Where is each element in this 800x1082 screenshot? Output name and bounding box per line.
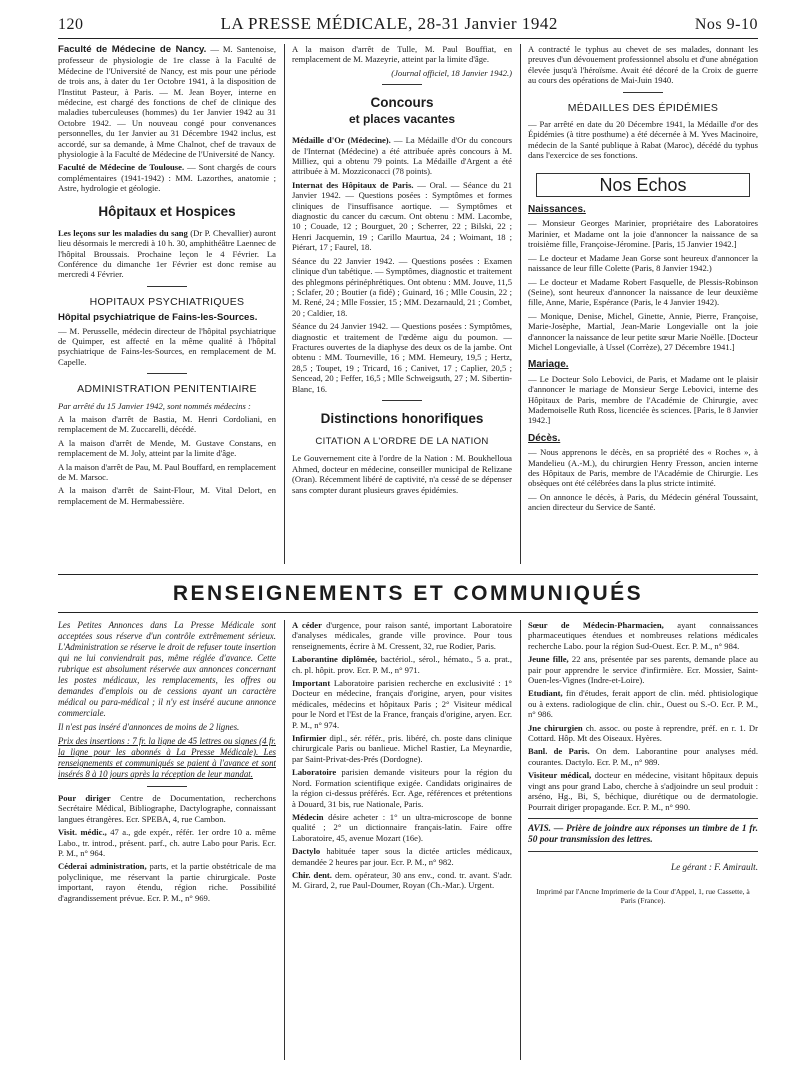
medaille-text: — La Médaille d'Or du concours de l'Internat (Médecine) a été attribuée après concours à M. Milliez, qui a obtenu 79 points. La Médaille d'Argent a été attribuée à M. Mozziconacci (78 points). — [292, 135, 512, 177]
citation-text: Le Gouvernement cite à l'ordre de la Nation : M. Boukhelloua Ahmed, docteur en médecine, conseiller municipal de Relizane (Oran). Récemment libéré de captivité, n'a cessé de se dépenser sans compter durant plusieurs graves épidémies. — [292, 453, 512, 495]
column-rule — [520, 620, 521, 1060]
naissance-item: — Le docteur et Madame Jean Gorse sont heureux d'annoncer la naissance de leur fille Colette (Paris, 8 Janvier 1942.) — [528, 252, 758, 274]
admin-heading: ADMINISTRATION PENITENTIAIRE — [77, 383, 257, 396]
ad-lead: Infirmier — [292, 733, 327, 744]
ad-lead: Important — [292, 678, 331, 689]
nancy-item — [58, 44, 276, 159]
deces-item: — On annonce le décès, à Paris, du Médecin général Toussaint, ancien directeur du Service de Santé. — [528, 491, 758, 513]
deces-item: — Nous apprenons le décès, en sa propriété des « Roches », à Mandelieu (A.-M.), du chirurgien Henry Fresson, ancien interne des Hôpitaux de Paris, membre de l'Académie de Chirurgie. Les obsèques ont été célébrées dans la plus stricte intimité. — [528, 447, 758, 489]
deces-heading: Décès. — [528, 432, 561, 444]
ad-item — [292, 870, 512, 891]
psy-text: — M. Perusselle, médecin directeur de l'hôpital psychiatrique de Quimper, est affecté en la même qualité à l'hôpital psychiatrique de Fains-les-Sources, en remplacement de M. Capelle. — [58, 325, 276, 367]
header-rule — [58, 38, 758, 39]
naissance-item: — Monsieur Georges Marinier, propriétaire des Laboratoires Marinier, et Madame ont la joie d'annoncer la naissance de sa troisième fille, Françoise-Jéromine. [Paris, 15 Janvier 1942.] — [528, 218, 758, 250]
ad-lead: Banl. de Paris. — [528, 746, 590, 757]
medailles-heading: MÉDAILLES DES ÉPIDÉMIES — [567, 101, 719, 114]
ad-text: ch. assoc. ou poste à reprendre, préf. en r. 1. Dr Cottard. Hôp. Mt des Oiseaux. Hyères. — [528, 722, 758, 744]
divider — [147, 286, 187, 287]
ad-text: ayant connaissances pharmaceutiques étendues et nombreuses relations médicales recherche Labo. pour la région Sud-Ouest. Ecr. P. M., n° 984. — [528, 620, 758, 651]
ad-item — [528, 688, 758, 719]
psy-heading: HOPITAUX PSYCHIATRIQUES — [89, 295, 245, 308]
ad-item — [292, 812, 512, 843]
issue-number: Nos 9-10 — [694, 16, 758, 33]
internat-item — [292, 180, 512, 253]
journal-title: LA PRESSE MÉDICALE, 28-31 Janvier 1942 — [220, 14, 558, 33]
printer-imprint: Imprimé par l'Ancne Imprimerie de la Cour d'Appel, 1, rue Cassette, à Paris (France). — [536, 886, 750, 905]
medaille-title: Médaille d'Or (Médecine). — [292, 135, 391, 146]
admin-item: A la maison d'arrêt de Mende, M. Gustave Constans, en remplacement de M. Joly, atteint par la limite d'âge. — [58, 437, 276, 459]
ad-item — [292, 846, 512, 867]
ad-item — [292, 733, 512, 764]
annonces-intro-2: Il n'est pas inséré d'annonces de moins de 2 lignes. — [58, 722, 240, 732]
divider — [382, 84, 422, 85]
ad-item — [58, 793, 276, 824]
column-rule — [284, 44, 285, 564]
admin-item: A la maison d'arrêt de Pau, M. Paul Bouffard, en remplacement de M. Marsoc. — [58, 461, 276, 482]
ad-lead: Visit. médic., — [58, 827, 107, 838]
ad-lead: Jne chirurgien — [528, 722, 583, 733]
ad-text: bactériol., sérol., hémato., 5 a. prat., ch. pl. hôpit. prov. Ecr. P. M., n° 971. — [292, 654, 512, 675]
ad-item — [528, 620, 758, 651]
ad-lead: A céder — [292, 620, 322, 630]
column-rule — [284, 620, 285, 1060]
ad-text: parts, et la partie obstétricale de ma polyclinique, me réservant la partie chirurgicale. Poste important, rayon étendu, région riche. Possibilité d'agrandissement prévue. Ecr. P. M., n° 969. — [58, 861, 276, 903]
divider — [147, 373, 187, 374]
page-header — [58, 14, 758, 38]
avis-notice: AVIS. — Prière de joindre aux réponses un timbre de 1 fr. 50 pour transmission des lettres. — [528, 818, 758, 852]
internat-text-3: Séance du 24 Janvier 1942. — Questions posées : Symptômes, diagnostic et traitement de l'œdème aigu du poumon. — Fractures ouvertes de la diaphyse des deux os de la jambe. Ont obtenu : MM. Tourneville, 16 ; MM. Hemeury, 19,5 ; Hertz, 28,5 ; Toupet, 19 ; Tricard, 16 ; Canivet, 17 ; Caplier, 20,5 ; Sencead, 20 ; Feffer, 16,5 ; Mlle Schweigsuth, 27 ; M. Sibertin-Blanc, 16. — [292, 321, 512, 394]
admin-item: A la maison d'arrêt de Bastia, M. Henri Cordoliani, en remplacement de M. Zuccarelli, décédé. — [58, 413, 276, 435]
naissances-heading: Naissances. — [528, 204, 586, 216]
mariage-heading: Mariage. — [528, 359, 569, 371]
naissance-item: — Monique, Denise, Michel, Ginette, Annie, Pierre, Françoise, Marie-Josèphe, Martial, Jean-Marie Longevialle ont la joie d'annoncer la naissance de leur petite sœur Marie Noëlle. [Docteur Michel Longevialle, à Ussel (Corrèze), 27 Décembre 1941.] — [528, 310, 758, 352]
distinctions-heading: Distinctions honorifiques — [320, 410, 484, 426]
ad-text: fin d'études, ferait apport de clin. méd. phtisiologique ou à extens. radiologique de clin. chir., Ouest ou S.-O. Ecr. P. M., n° 986. — [528, 688, 758, 720]
top-column-1 — [58, 44, 276, 572]
admin-intro: Par arrêté du 15 Janvier 1942, sont nommés médecins : — [58, 400, 251, 411]
citation-heading: CITATION A L'ORDRE DE LA NATION — [315, 435, 489, 447]
lecons-title: Les leçons sur les maladies du sang — [58, 227, 188, 238]
ad-lead: Laboratoire — [292, 767, 337, 778]
annonces-prix: Prix des insertions : 7 fr. la ligne de 45 lettres ou signes (4 fr. la ligne pour les abonnés à La Presse Médicale). Les renseignements et communiqués se paient à l'avance et sont insérés 8 à 10 jours après la réception de leur mandat. — [58, 736, 276, 779]
divider — [382, 400, 422, 401]
nancy-text: — M. Santenoise, professeur de physiologie de 1re classe à la Faculté de Médecine de l'Université de Nancy, est mis pour une période de trois ans, à dater du 1er Octobre 1941, à la disposition de l'Institut Pasteur, à Paris. — M. Jean Boyer, interne en médecine, est chargé des fonctions de chef de clinique des maladies tuberculeuses (hommes) du 1er Janvier 1942 au 31 Octobre 1942. — Un nouveau congé pour convenances personnelles, du 1er Janvier au 31 Décembre 1942 inclus, est accordé, sur sa demande, à Mme Chalnot, chef de travaux de physiologie à la Faculté de Médecine de l'Université de Nancy. — [58, 44, 276, 160]
medailles-text: — Par arrêté en date du 20 Décembre 1941, la Médaille d'or des Épidémies (à titre posthume) a été décernée à M. Yves Macinoire, médecin de la Santé publique à Rabat (Maroc), décédé du typhus dans l'exercice de ses fonctions. — [528, 119, 758, 161]
ad-lead: Sœur de Médecin-Pharmacien, — [528, 620, 664, 630]
ad-lead: Etudiant, — [528, 688, 563, 699]
section-rule — [58, 612, 758, 613]
ad-item — [292, 767, 512, 809]
lecons-item — [58, 228, 276, 280]
ad-text: Laboratoire parisien recherche en exclusivité : 1° Docteur en médecine, français d'origine, aryen, pour visites médicales, médecins et hôpitaux Paris ; 2° Visiteur médical pour le Nord et l'Est de la France, français d'origine, aryen. Ecr. P. M., n° 974. — [292, 678, 512, 730]
ad-item — [528, 654, 758, 685]
ad-item — [292, 678, 512, 730]
bottom-column-1 — [58, 620, 276, 1075]
ad-lead: Chir. dent. — [292, 869, 332, 880]
renseignements-banner: RENSEIGNEMENTS ET COMMUNIQUÉS — [172, 582, 644, 605]
typhus-text: A contracté le typhus au chevet de ses malades, donnant les preuves d'un dévouement professionnel absolu et d'une abnégation élevée jusqu'à l'héroïsme. Avait été décoré de la Croix de guerre au cours des opérations de Mai-Juin 1940. — [528, 44, 758, 86]
toulouse-item — [58, 162, 276, 193]
ad-text: 22 ans, présentée par ses parents, demande place au pair pour apprendre le service d'infirmière. Ecr. Mossier, Saint-Ouen-les-Vignes (Indre-et-Loire). — [528, 654, 758, 686]
column-rule — [520, 44, 521, 564]
ad-lead: Jeune fille, — [528, 654, 569, 665]
admin-item: A la maison d'arrêt de Saint-Flour, M. Vital Delort, en remplacement de M. Hermabessière. — [58, 485, 276, 506]
ad-lead: Céderai administration, — [58, 861, 147, 872]
internat-text-1: — Oral. — Séance du 21 Janvier 1942. — Questions posées : Symptômes et formes cliniques de l'insuffisance aortique. — Symptômes et diagnostic du cancer du cæcum. Ont obtenu : MM. Lacombe, 10 ; Couade, 12 ; Bourguet, 20 ; Scherrer, 22 ; Bilski, 22 ; Henri Jacquemin, 19 ; Carillo Maurtua, 24 ; Woimant, 18 ; Piérart, 17 ; Faurel, 18. — [292, 179, 512, 253]
ad-text: Centre de Documentation, recherchons Secrétaire Médical, Bibliographe, Dactylographe, connaissant langues étrangères. Ecr. SPEBA, 4, rue Cambon. — [58, 793, 276, 824]
ad-lead: Médecin — [292, 811, 324, 822]
ad-text: On dem. Laborantine pour analyses méd. courantes. Dactylo. Ecr. P. M., n° 989. — [528, 746, 758, 767]
ad-item — [58, 861, 276, 903]
ad-text: 47 a., gde expér., référ. 1er ordre 10 a. même Labo., tr. introd., présent. parf., ch. autre Labo pour Paris. Ecr. P. M., n° 964. — [58, 827, 276, 859]
section-rule — [58, 574, 758, 575]
ad-text: dem. opérateur, 30 ans env., cond. tr. avant. S'adr. M. Girard, 2, rue Paul-Doumer, Royan (Ch.-Mar.). Urgent. — [292, 869, 512, 891]
gerant-signature: Le gérant : F. Amirault. — [671, 862, 758, 873]
ad-lead: Laborantine diplômée, — [292, 654, 378, 665]
ad-text: docteur en médecine, visitant hôpitaux depuis vingt ans pour grand Labo, cherche à s'adjoindre un seul produit : arséno, Hg., Bi, S, béchique, diurétique ou de dermatologie. Pourrait diriger propagande. Ecr. P. M., n° 990. — [528, 770, 758, 812]
bottom-column-2 — [292, 620, 512, 1075]
ad-lead: Visiteur médical, — [528, 770, 592, 781]
ad-lead: Pour diriger — [58, 793, 111, 803]
page-number: 120 — [58, 16, 84, 33]
ad-item — [528, 746, 758, 767]
divider — [147, 786, 187, 787]
ad-item — [292, 620, 512, 651]
concours-subheading: et places vacantes — [348, 112, 456, 127]
internat-text-2: Séance du 22 Janvier 1942. — Questions posées : Examen clinique d'un tabétique. — Symptômes, diagnostic et traitement des phlegmons périnéphrétiques. Ont obtenu : MM. Jouve, 11,5 ; Sclafer, 20 ; Boutier (a fidé) ; Guinard, 16 ; Mlle Cousin, 22 ; M. René, 24 ; Mlle Fossier, 15 ; MM. Dezarnauld, 21 ; Combet, 20 ; Caldier, 18. — [292, 255, 512, 318]
ad-text: dipl., sér. référ., pris. libéré, ch. poste dans clinique chirurgicale Paris ou banlieue. Michel Rastier, La Meynardie, par Saint-Privat-des-Prés (Dordogne). — [292, 733, 512, 764]
ad-item — [528, 770, 758, 812]
top-column-3 — [528, 44, 758, 572]
ad-text: parisien demande visiteurs pour la région du Nord. Formation scientifique exigée. Candidats originaires de la région ci-dessus préférés. Ecr. Age, références et prétentions à Douard, 31 bis, rue Nationale, Paris. — [292, 767, 512, 809]
mariage-text: — Le Docteur Solo Lebovici, de Paris, et Madame ont le plaisir d'annoncer le mariage de Monsieur Serge Lebovici, interne des Hôpitaux de Paris, membre de l'Académie de Chirurgie, avec Mademoiselle Ruth Ross, licenciée ès sciences. [Paris, le 8 Janvier 1942.] — [528, 373, 758, 426]
hopitaux-heading: Hôpitaux et Hospices — [98, 203, 236, 219]
ad-lead: Dactylo — [292, 846, 321, 857]
ad-item — [58, 827, 276, 858]
annonces-intro: Les Petites Annonces dans La Presse Médicale sont acceptées sous réserve d'un contrôle extrêmement sérieux. L'Administration se réserve le droit de refuser toute insertion qui ne lui conviendrait pas, même réglée d'avance. Cette rubrique est absolument réservée aux annonces concernant les postes médicaux, les remplacements, les offres ou demandes d'emplois ou de cessions ayant un caractère médical ou para-médical ; il n'y est inséré aucune annonce commerciale. — [58, 620, 276, 718]
medaille-item — [292, 135, 512, 177]
lecons-text: (Dr P. Chevallier) auront lieu désormais le mercredi à 10 h. 30, amphithéâtre Laennec de l'hôpital Broussais. Prochaine leçon le 4 Février. La Conférence du dimanche 1er Février est donc remise au mercredi 4 Février. — [58, 227, 276, 280]
toulouse-text: — Sont chargés de cours complémentaires (1941-1942) : MM. Lazorthes, anatomie ; Astre, hydrologie et géologie. — [58, 162, 276, 194]
nancy-title: Faculté de Médecine de Nancy. — [58, 44, 207, 55]
journal-officiel: (Journal officiel, 18 Janvier 1942.) — [391, 67, 512, 78]
internat-title: Internat des Hôpitaux de Paris. — [292, 179, 414, 190]
ad-text: habituée taper sous la dictée articles médicaux, demandée 2 heures par jour. Ecr. P. M., n° 982. — [292, 846, 512, 867]
ad-item — [292, 654, 512, 675]
toulouse-title: Faculté de Médecine de Toulouse. — [58, 162, 185, 173]
ad-text: d'urgence, pour raison santé, important Laboratoire d'analyses médicales, grande ville province. Pour tous renseignements, écrire à M. Cressent, 32, rue Rodier, Paris. — [292, 620, 512, 651]
tulle-text: A la maison d'arrêt de Tulle, M. Paul Bouffiat, en remplacement de M. Mazeyrie, atteint par la limite d'âge. — [292, 44, 512, 65]
psy-subtitle: Hôpital psychiatrique de Fains-les-Sources. — [58, 312, 258, 324]
bottom-column-3 — [528, 620, 758, 1075]
ad-item — [528, 723, 758, 744]
naissance-item: — Le docteur et Madame Robert Fasquelle, de Plessis-Robinson (Seine), sont heureux d'annoncer la naissance de leur deuxième fille, Anne, Marie, Espérance (Paris, le 4 Janvier 1942). — [528, 276, 758, 308]
concours-heading: Concours — [370, 95, 434, 111]
ad-text: désire acheter : 1° un ultra-microscope de bonne qualité ; 2° un dictionnaire français-latin. Faire offre Laboratoire, 45, avenue Mozart (16e). — [292, 811, 512, 843]
echos-heading: Nos Echos — [536, 173, 750, 197]
top-column-2 — [292, 44, 512, 572]
divider — [623, 92, 663, 93]
